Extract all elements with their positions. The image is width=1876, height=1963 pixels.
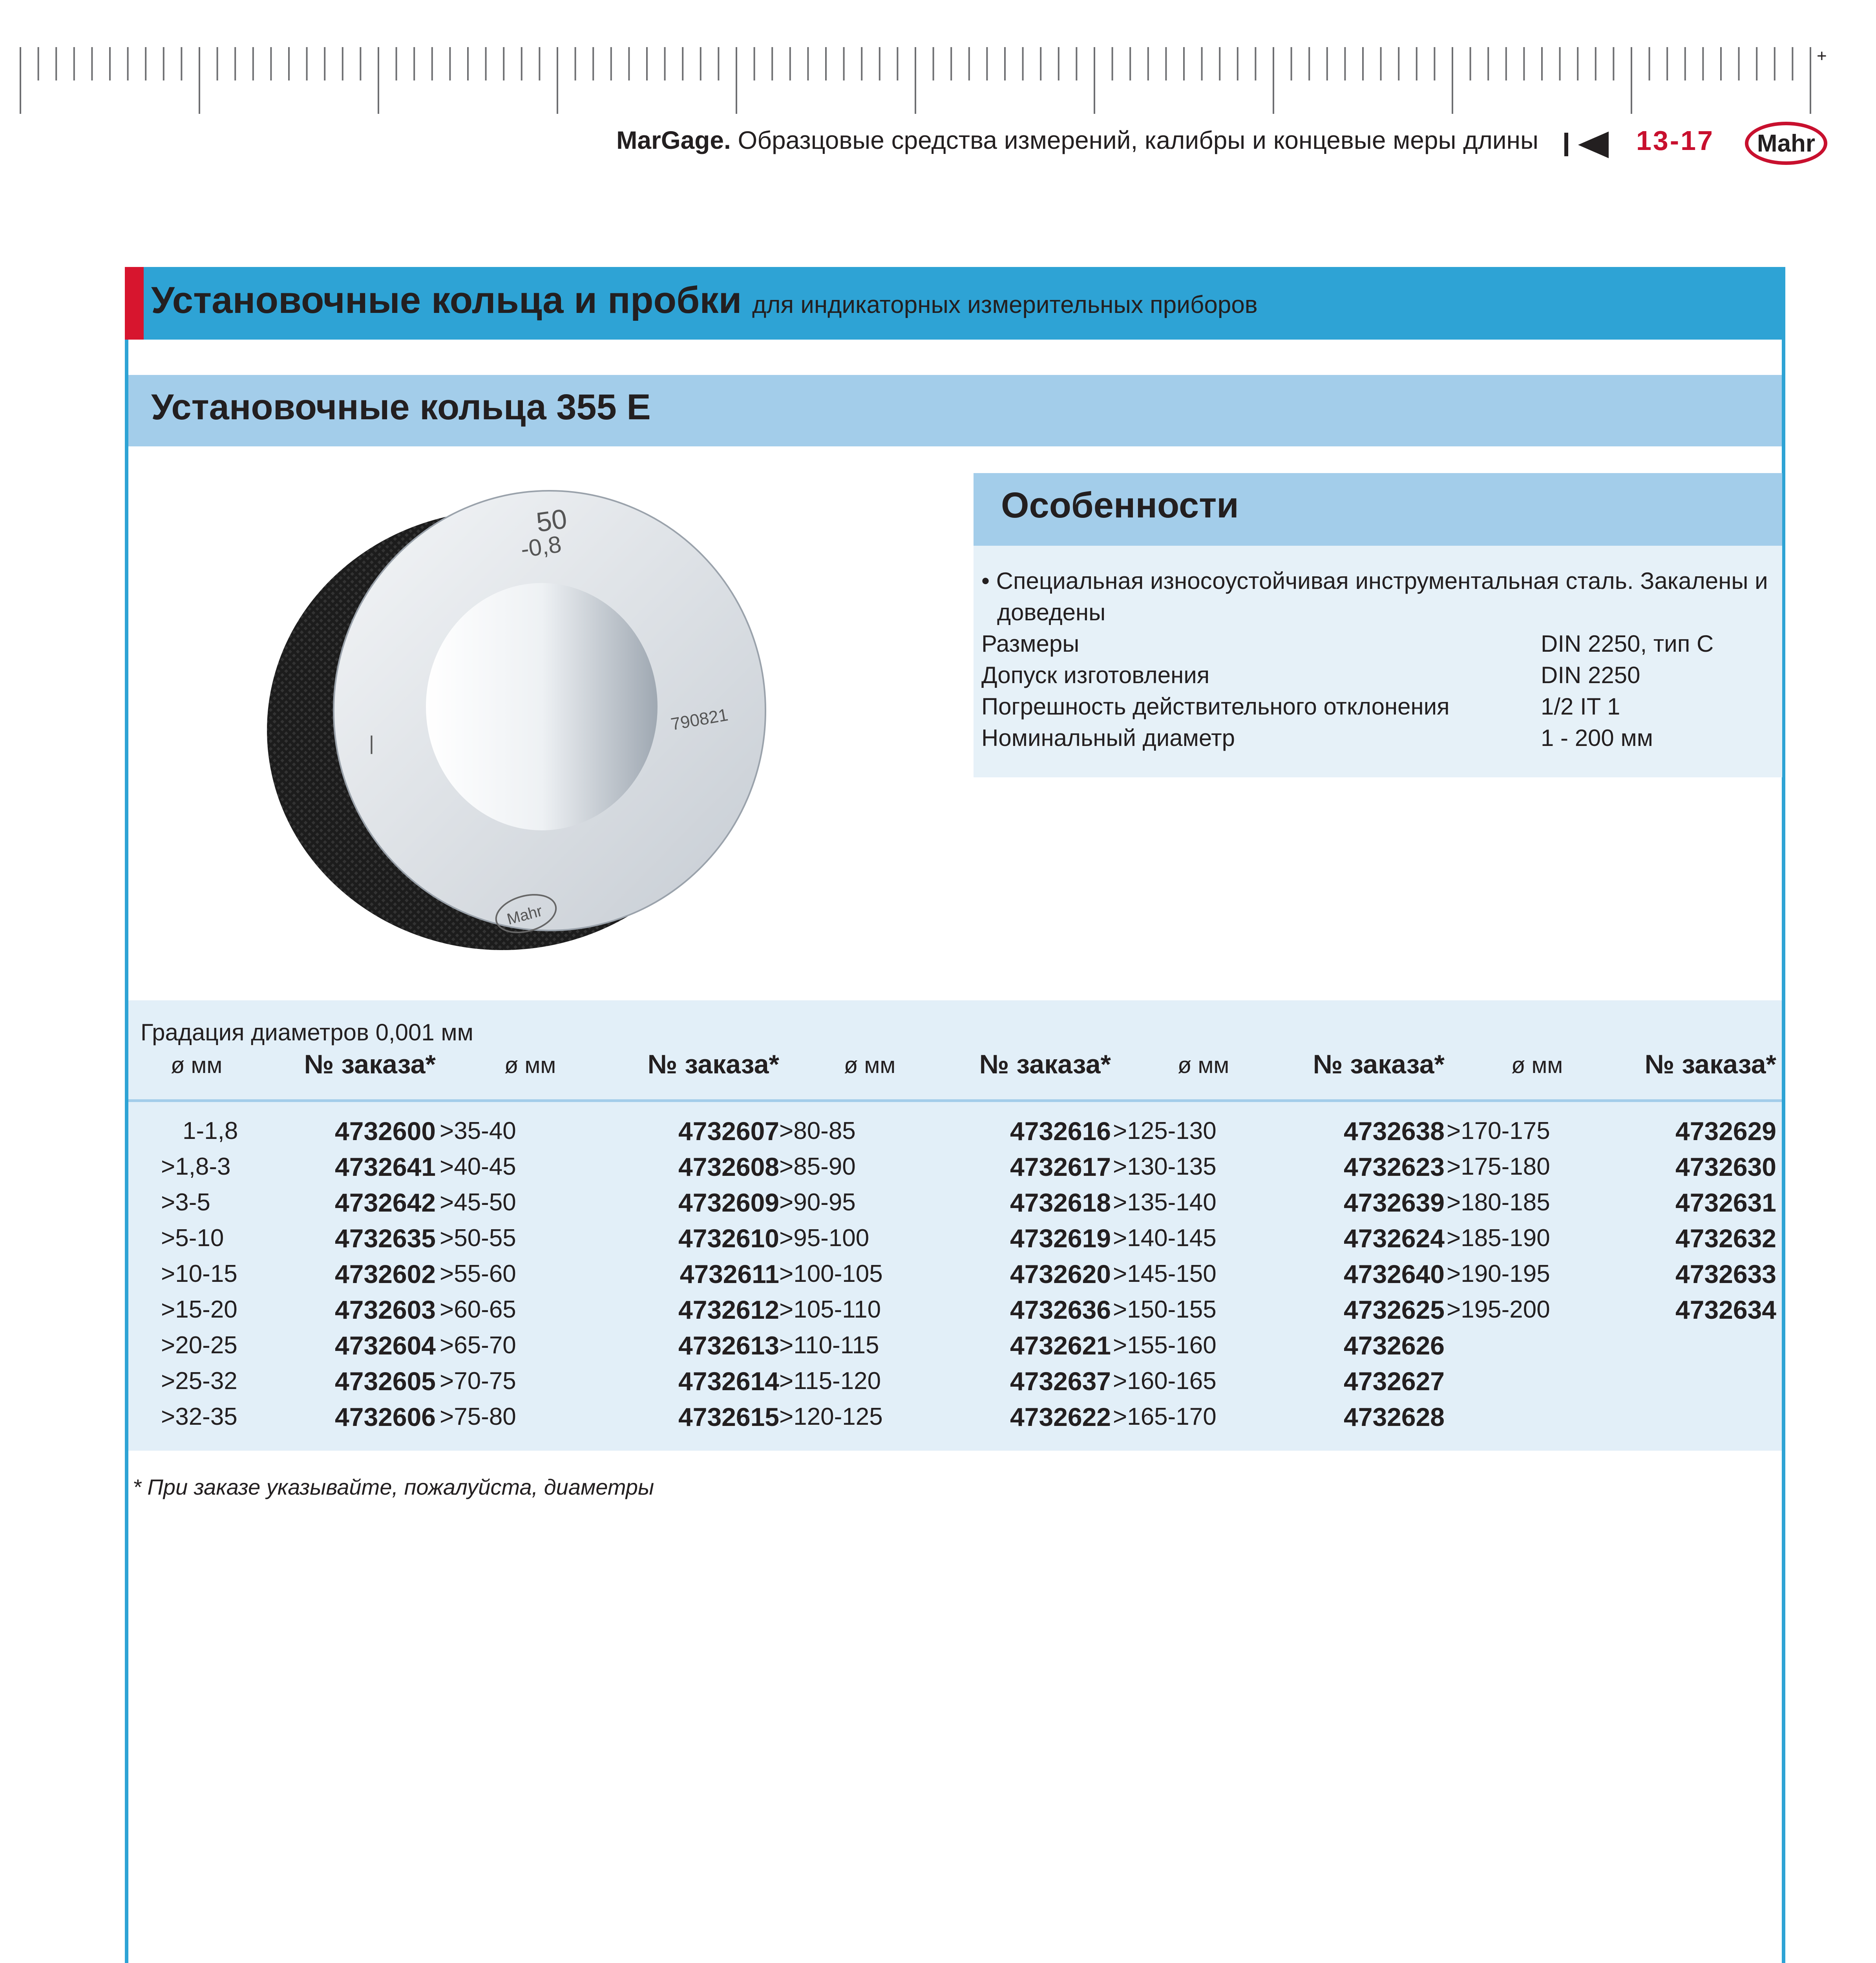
order-number-cell: 4732626: [1344, 1331, 1445, 1360]
order-number-cell: 4732620: [1010, 1259, 1111, 1289]
order-number-cell: 4732602: [335, 1259, 436, 1289]
order-number-cell: 4732618: [1010, 1188, 1111, 1217]
ring-serial-label: 790821: [669, 705, 730, 734]
diameter-cell: >35-40: [440, 1117, 516, 1144]
order-number-cell: 4732611: [680, 1259, 779, 1289]
diameter-cell: >5-10: [161, 1225, 224, 1252]
diameter-cell: >145-150: [1113, 1260, 1217, 1287]
diameter-cell: >175-180: [1447, 1153, 1550, 1180]
spec-value: 1/2 IT 1: [1541, 693, 1620, 720]
header-title: [616, 126, 1538, 155]
order-number-cell: 4732634: [1675, 1295, 1776, 1324]
section-red-marker: [125, 267, 144, 340]
diameter-cell: >80-85: [779, 1117, 856, 1144]
order-number-cell: 4732641: [335, 1152, 436, 1181]
order-number-cell: 4732640: [1344, 1259, 1445, 1289]
diameter-cell: >115-120: [779, 1367, 881, 1395]
diameter-cell: >155-160: [1113, 1332, 1217, 1359]
ruler-marks: [0, 0, 1876, 118]
order-number-cell: 4732637: [1010, 1367, 1111, 1396]
section-subtitle: для индикаторных измерительных приборов: [752, 291, 1258, 318]
header-separator: [1564, 133, 1568, 156]
diameter-header: ø мм: [1178, 1053, 1229, 1078]
diameter-cell: >32-35: [161, 1403, 237, 1430]
footnote: * При заказе указывайте, пожалуйста, диаметры: [133, 1475, 654, 1499]
order-number-cell: 4732612: [678, 1295, 779, 1324]
diameter-cell: >195-200: [1447, 1296, 1550, 1323]
order-number-cell: 4732614: [678, 1367, 779, 1396]
page-number: 13-17: [1636, 125, 1715, 156]
diameter-header: ø мм: [844, 1053, 896, 1078]
diameter-cell: >50-55: [440, 1225, 516, 1252]
order-number-cell: 4732639: [1344, 1188, 1445, 1217]
order-number-cell: 4732609: [678, 1188, 779, 1217]
diameter-cell: >90-95: [779, 1189, 856, 1216]
diameter-cell: >100-105: [779, 1260, 883, 1287]
order-number-cell: 4732603: [335, 1295, 436, 1324]
diameter-cell: >105-110: [779, 1296, 881, 1323]
ring-logo: Mahr: [505, 902, 544, 928]
order-number-cell: 4732631: [1675, 1188, 1776, 1217]
diameter-header: ø мм: [171, 1053, 223, 1078]
diameter-cell: >170-175: [1447, 1117, 1550, 1144]
diameter-cell: >130-135: [1113, 1153, 1217, 1180]
diameter-cell: >15-20: [161, 1296, 237, 1323]
order-number-cell: 4732610: [678, 1224, 779, 1253]
diameter-cell: >110-115: [779, 1332, 879, 1359]
diameter-cell: >20-25: [161, 1332, 237, 1359]
diameter-cell: >190-195: [1447, 1260, 1550, 1287]
diameter-cell: >160-165: [1113, 1367, 1217, 1395]
header-subtitle: Образцовые средства измерений, калибры и концевые меры длины: [738, 126, 1538, 154]
spec-label: Размеры: [981, 631, 1080, 657]
diameter-cell: >3-5: [161, 1189, 210, 1216]
section-title: Установочные кольца и пробки для индикаторных измерительных приборов: [151, 279, 1258, 321]
order-number-cell: 4732617: [1010, 1152, 1111, 1181]
spec-value: DIN 2250: [1541, 662, 1640, 688]
ring-size-label: 50: [534, 503, 569, 538]
order-number-cell: 4732600: [335, 1117, 436, 1146]
order-number-cell: 4732629: [1675, 1117, 1776, 1146]
order-number-cell: 4732622: [1010, 1402, 1111, 1431]
order-number-cell: 4732638: [1344, 1117, 1445, 1146]
order-number-header: № заказа*: [1644, 1049, 1776, 1079]
diameter-cell: >40-45: [440, 1153, 516, 1180]
diameter-cell: >1,8-3: [161, 1153, 231, 1180]
spec-label: Допуск изготовления: [981, 662, 1210, 688]
order-number-cell: 4732619: [1010, 1224, 1111, 1253]
table-header-rule: [128, 1099, 1782, 1102]
diameter-cell: >75-80: [440, 1403, 516, 1430]
order-number-cell: 4732621: [1010, 1331, 1111, 1360]
order-number-cell: 4732605: [335, 1367, 436, 1396]
order-number-cell: 4732628: [1344, 1402, 1445, 1431]
setting-ring-image: [251, 455, 785, 966]
mahr-logo: Mahr: [1745, 122, 1827, 165]
back-arrow-icon[interactable]: [1578, 132, 1609, 158]
order-number-cell: 4732607: [678, 1117, 779, 1146]
diameter-cell: >120-125: [779, 1403, 883, 1430]
order-number-cell: 4732625: [1344, 1295, 1445, 1324]
diameter-cell: >60-65: [440, 1296, 516, 1323]
diameter-cell: >55-60: [440, 1260, 516, 1287]
diameter-cell: >150-155: [1113, 1296, 1217, 1323]
diameter-cell: >70-75: [440, 1367, 516, 1395]
order-number-cell: 4732615: [678, 1402, 779, 1431]
diameter-cell: >95-100: [779, 1225, 869, 1252]
order-number-cell: 4732633: [1675, 1259, 1776, 1289]
product-title: Установочные кольца 355 E: [151, 387, 651, 427]
order-number-cell: 4732627: [1344, 1367, 1445, 1396]
ring-index-mark: |: [369, 732, 374, 754]
order-number-cell: 4732604: [335, 1331, 436, 1360]
spec-label: Номинальный диаметр: [981, 725, 1235, 751]
gradation-note: Градация диаметров 0,001 мм: [141, 1019, 473, 1045]
order-number-cell: 4732616: [1010, 1117, 1111, 1146]
order-number-header: № заказа*: [979, 1049, 1111, 1079]
diameter-cell: >165-170: [1113, 1403, 1217, 1430]
spec-label: Погрешность действительного отклонения: [981, 693, 1450, 720]
spec-value: 1 - 200 мм: [1541, 725, 1653, 751]
diameter-cell: >125-130: [1113, 1117, 1217, 1144]
diameter-cell: >45-50: [440, 1189, 516, 1216]
order-number-cell: 4732624: [1344, 1224, 1445, 1253]
order-number-cell: 4732630: [1675, 1152, 1776, 1181]
features-title: Особенности: [1001, 485, 1239, 525]
diameter-cell: >25-32: [161, 1367, 237, 1395]
diameter-cell: >85-90: [779, 1153, 856, 1180]
diameter-cell: >140-145: [1113, 1225, 1217, 1252]
diameter-cell: >135-140: [1113, 1189, 1217, 1216]
order-number-header: № заказа*: [304, 1049, 436, 1079]
order-number-cell: 4732608: [678, 1152, 779, 1181]
diameter-cell: 1-1,8: [183, 1117, 238, 1144]
diameter-cell: >65-70: [440, 1332, 516, 1359]
order-number-cell: 4732636: [1010, 1295, 1111, 1324]
order-number-cell: 4732642: [335, 1188, 436, 1217]
order-number-cell: 4732632: [1675, 1224, 1776, 1253]
diameter-cell: >180-185: [1447, 1189, 1550, 1216]
order-number-cell: 4732606: [335, 1402, 436, 1431]
ring-tolerance-label: -0,8: [519, 531, 563, 563]
diameter-cell: >185-190: [1447, 1225, 1550, 1252]
order-number-cell: 4732623: [1344, 1152, 1445, 1181]
diameter-header: ø мм: [1511, 1053, 1563, 1078]
order-number-header: № заказа*: [1313, 1049, 1445, 1079]
order-number-cell: 4732613: [678, 1331, 779, 1360]
features-bullet: • Специальная износоустойчивая инструментальная сталь. Закалены и доведены: [981, 568, 1768, 625]
diameter-cell: >10-15: [161, 1260, 237, 1287]
diameter-header: ø мм: [504, 1053, 556, 1078]
order-number-cell: 4732635: [335, 1224, 436, 1253]
registration-mark: +: [1817, 46, 1827, 66]
header-brand: MarGage.: [616, 126, 731, 154]
order-number-header: № заказа*: [647, 1049, 779, 1079]
spec-value: DIN 2250, тип C: [1541, 631, 1714, 657]
